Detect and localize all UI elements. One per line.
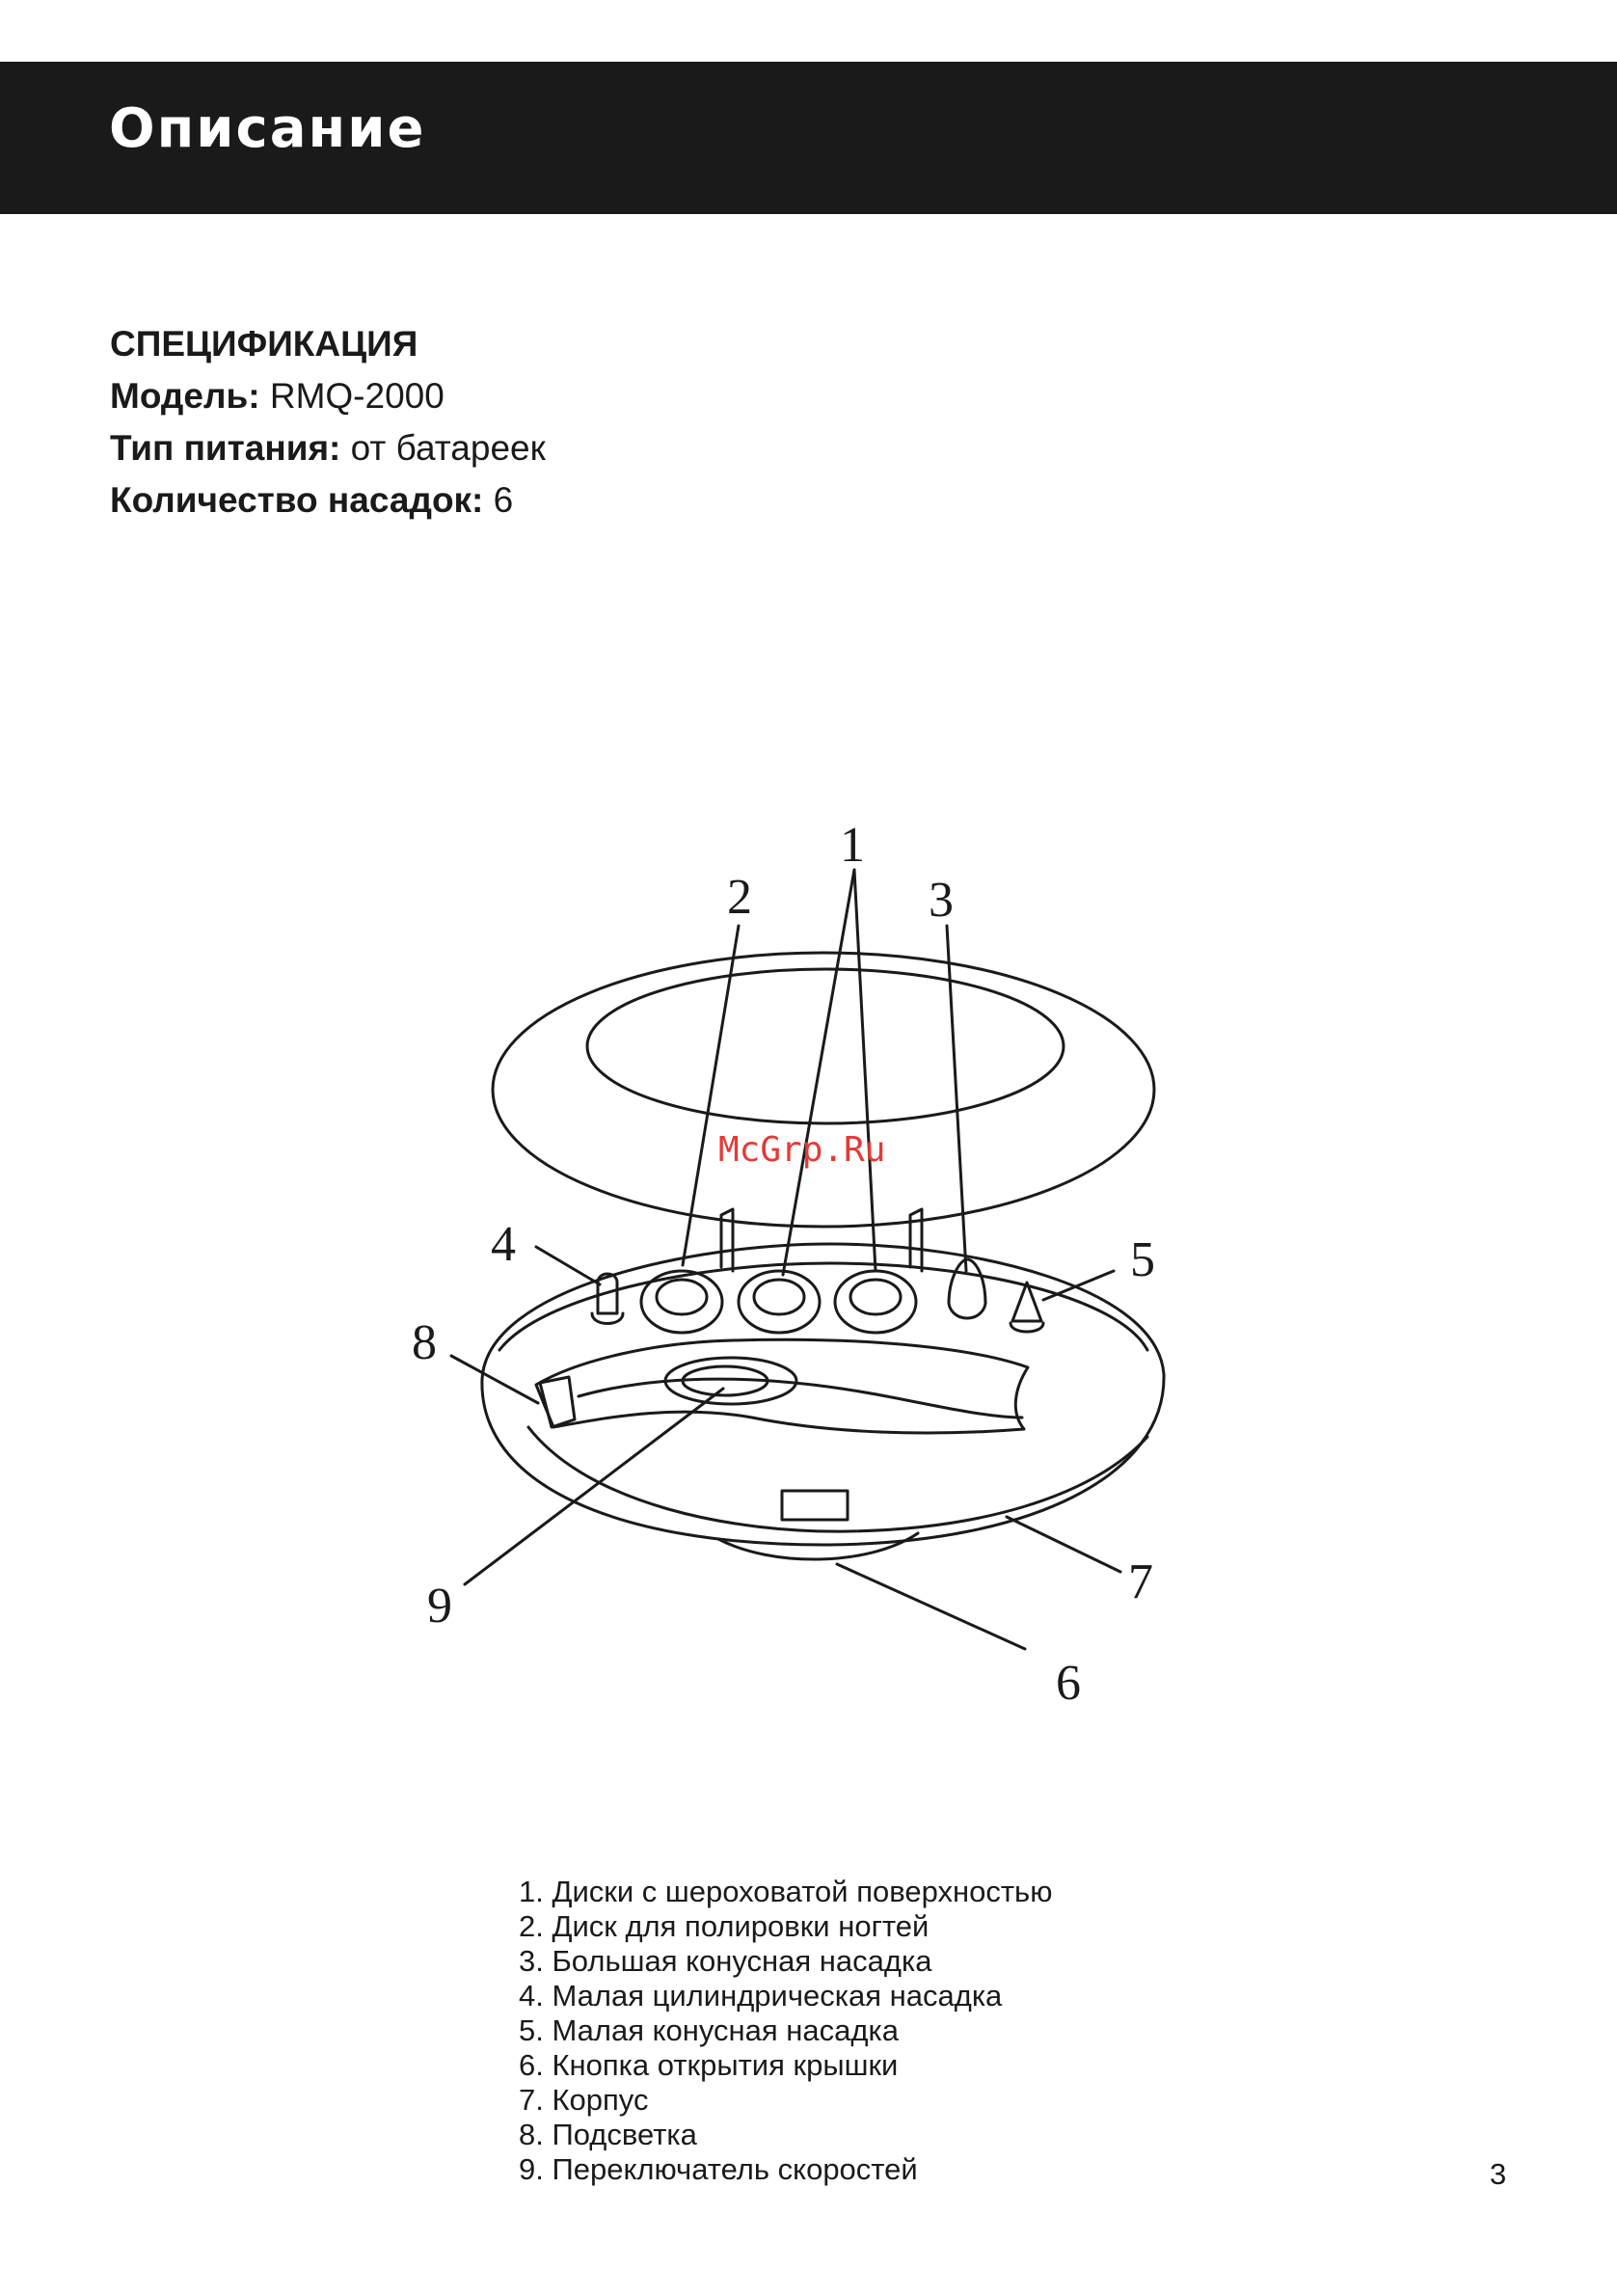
legend-item: 3. Большая конусная насадка bbox=[519, 1944, 932, 1978]
leader-line-8 bbox=[451, 1356, 538, 1403]
callout-label-9: 9 bbox=[427, 1579, 452, 1634]
callout-label-6: 6 bbox=[1056, 1656, 1081, 1711]
legend-item: 6. Кнопка открытия крышки bbox=[519, 2048, 899, 2082]
legend-item: 9. Переключатель скоростей bbox=[519, 2152, 918, 2186]
spec-value: от батареек bbox=[350, 428, 546, 468]
callout-label-7: 7 bbox=[1128, 1554, 1153, 1609]
handpiece-outline bbox=[536, 1339, 1028, 1433]
legend-item: 8. Подсветка bbox=[519, 2118, 697, 2151]
legend-item: 5. Малая конусная насадка bbox=[519, 2013, 899, 2047]
spec-heading: СПЕЦИФИКАЦИЯ bbox=[110, 324, 418, 364]
leader-line-5 bbox=[1043, 1271, 1114, 1300]
spec-label: Модель: bbox=[110, 376, 260, 416]
callout-label-2: 2 bbox=[727, 870, 752, 925]
cylinder-attachment-small bbox=[592, 1313, 623, 1324]
lid-window bbox=[587, 969, 1064, 1123]
leader-line-7 bbox=[1007, 1517, 1120, 1572]
cone-attachment-small bbox=[1011, 1323, 1043, 1332]
open-button bbox=[718, 1533, 918, 1559]
leader-line-9 bbox=[465, 1389, 723, 1584]
parts-legend bbox=[519, 1875, 1052, 2187]
leader-line-4 bbox=[536, 1247, 600, 1284]
base-tray bbox=[528, 1427, 1147, 1531]
spec-label: Количество насадок: bbox=[110, 480, 484, 520]
spec-label: Тип питания: bbox=[110, 428, 341, 468]
leader-line-1 bbox=[854, 870, 876, 1271]
callout-label-3: 3 bbox=[929, 873, 954, 928]
handpiece-tip bbox=[540, 1377, 575, 1427]
lid-outline bbox=[493, 953, 1154, 1227]
callout-label-1: 1 bbox=[840, 818, 865, 873]
handpiece-groove bbox=[579, 1379, 1022, 1418]
page-title: Описание bbox=[109, 97, 426, 160]
legend-item: 2. Диск для полировки ногтей bbox=[519, 1909, 930, 1943]
disc-attachment bbox=[754, 1280, 804, 1314]
light-window bbox=[782, 1491, 848, 1520]
leader-line-2 bbox=[683, 926, 739, 1265]
page-number: 3 bbox=[1490, 2157, 1507, 2191]
callout-label-4: 4 bbox=[491, 1217, 516, 1272]
leader-line-3 bbox=[947, 926, 966, 1271]
spec-value: 6 bbox=[493, 480, 514, 520]
holder-post bbox=[910, 1209, 922, 1271]
disc-attachment bbox=[850, 1280, 901, 1314]
legend-item: 7. Корпус bbox=[519, 2083, 649, 2117]
callout-label-8: 8 bbox=[412, 1315, 437, 1370]
holder-post bbox=[721, 1209, 733, 1271]
leader-line-1 bbox=[783, 870, 854, 1275]
legend-item: 1. Диски с шероховатой поверхностью bbox=[519, 1875, 1053, 1908]
callout-label-5: 5 bbox=[1130, 1232, 1155, 1287]
spec-value: RMQ-2000 bbox=[269, 376, 445, 416]
watermark: McGrp.Ru bbox=[718, 1130, 886, 1170]
leader-line-6 bbox=[837, 1564, 1025, 1649]
disc-attachment bbox=[657, 1280, 707, 1314]
legend-item: 4. Малая цилиндрическая насадка bbox=[519, 1979, 1003, 2012]
